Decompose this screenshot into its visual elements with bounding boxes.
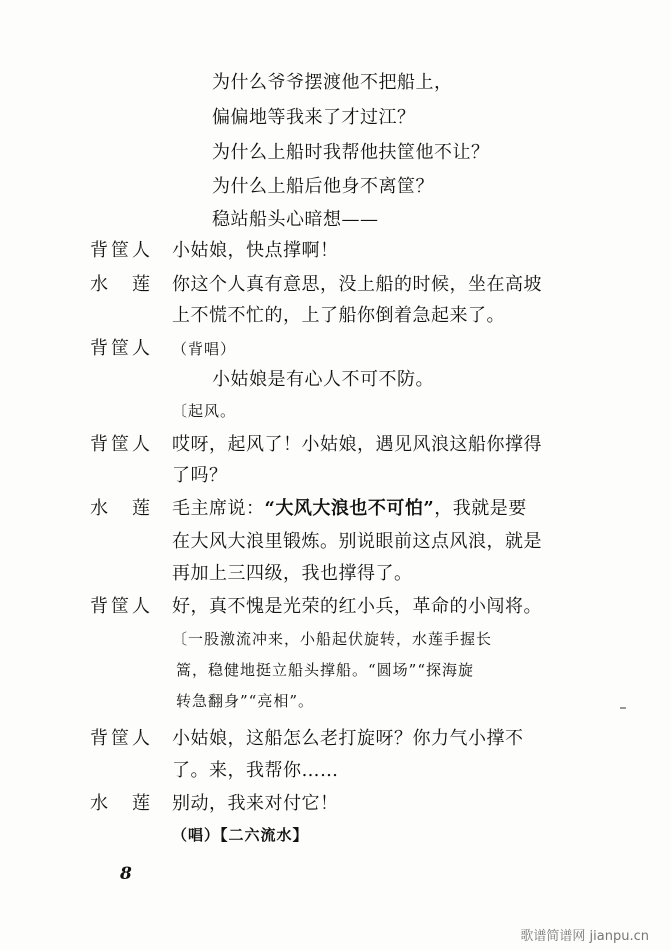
speaker-name: 背筐人 [90,240,150,261]
verse-line: 为什么上船时我帮他扶筐他不让？ [212,142,490,163]
dialogue-line: 你这个人真有意思，没上船的时候，坐在高坡 [172,274,542,295]
dialogue-line: 了吗？ [172,465,228,486]
dialogue-line [172,498,527,520]
stage-direction: 〔起风。 [172,402,237,420]
decorative-mark [620,707,626,709]
dialogue-line: 小姑娘，快点撑啊！ [172,240,339,261]
dialogue-text: 毛主席说： [172,498,265,519]
dialogue-line: 小姑娘，这船怎么老打旋呀？你力气小撑不 [172,728,524,749]
dialogue-text: ，我就是要 [434,498,527,519]
speaker-name: 背筐人 [90,338,150,359]
verse-line: 稳站船头心暗想—— [212,209,379,230]
dialogue-line: 上不慌不忙的，上了船你倒着急起来了。 [172,305,505,326]
stage-direction: 篙，稳健地挺立船头撑船。“圆场”“探海旋 [176,661,475,679]
speaker-name: 背筐人 [90,434,150,455]
stage-direction: （背唱） [172,340,237,358]
sung-note: （唱）【二六流水】 [172,826,309,844]
dialogue-line: 了。来，我帮你…… [172,760,339,781]
verse-line: 为什么爷爷摆渡他不把船上， [212,72,453,93]
dialogue-line: 别动，我来对付它！ [172,793,339,814]
speaker-name: 水莲 [90,498,150,519]
quote-text: “大风大浪也不可怕” [264,498,435,519]
sung-line: 小姑娘是有心人不可不防。 [212,369,434,390]
watermark: 歌谱简谱网 jianpu.cn [520,929,649,944]
stage-direction: 转急翻身”“亮相”。 [176,692,315,710]
speaker-name: 背筐人 [90,596,150,617]
stage-direction: 〔一股激流冲来，小船起伏旋转，水莲手握长 [172,630,493,648]
speaker-name: 水莲 [90,274,150,295]
dialogue-line: 在大风大浪里锻炼。别说眼前这点风浪，就是 [172,531,542,552]
dialogue-line: 好，真不愧是光荣的红小兵，革命的小闯将。 [172,596,542,617]
page-number: 8 [120,864,132,884]
verse-line: 偏偏地等我来了才过江？ [212,107,416,128]
verse-line: 为什么上船后他身不离筐？ [212,176,434,197]
dialogue-line: 再加上三四级，我也撑得了。 [172,563,413,584]
speaker-name: 背筐人 [90,728,150,749]
dialogue-line: 哎呀，起风了！小姑娘，遇见风浪这船你撑得 [172,434,542,455]
speaker-name: 水莲 [90,793,150,814]
